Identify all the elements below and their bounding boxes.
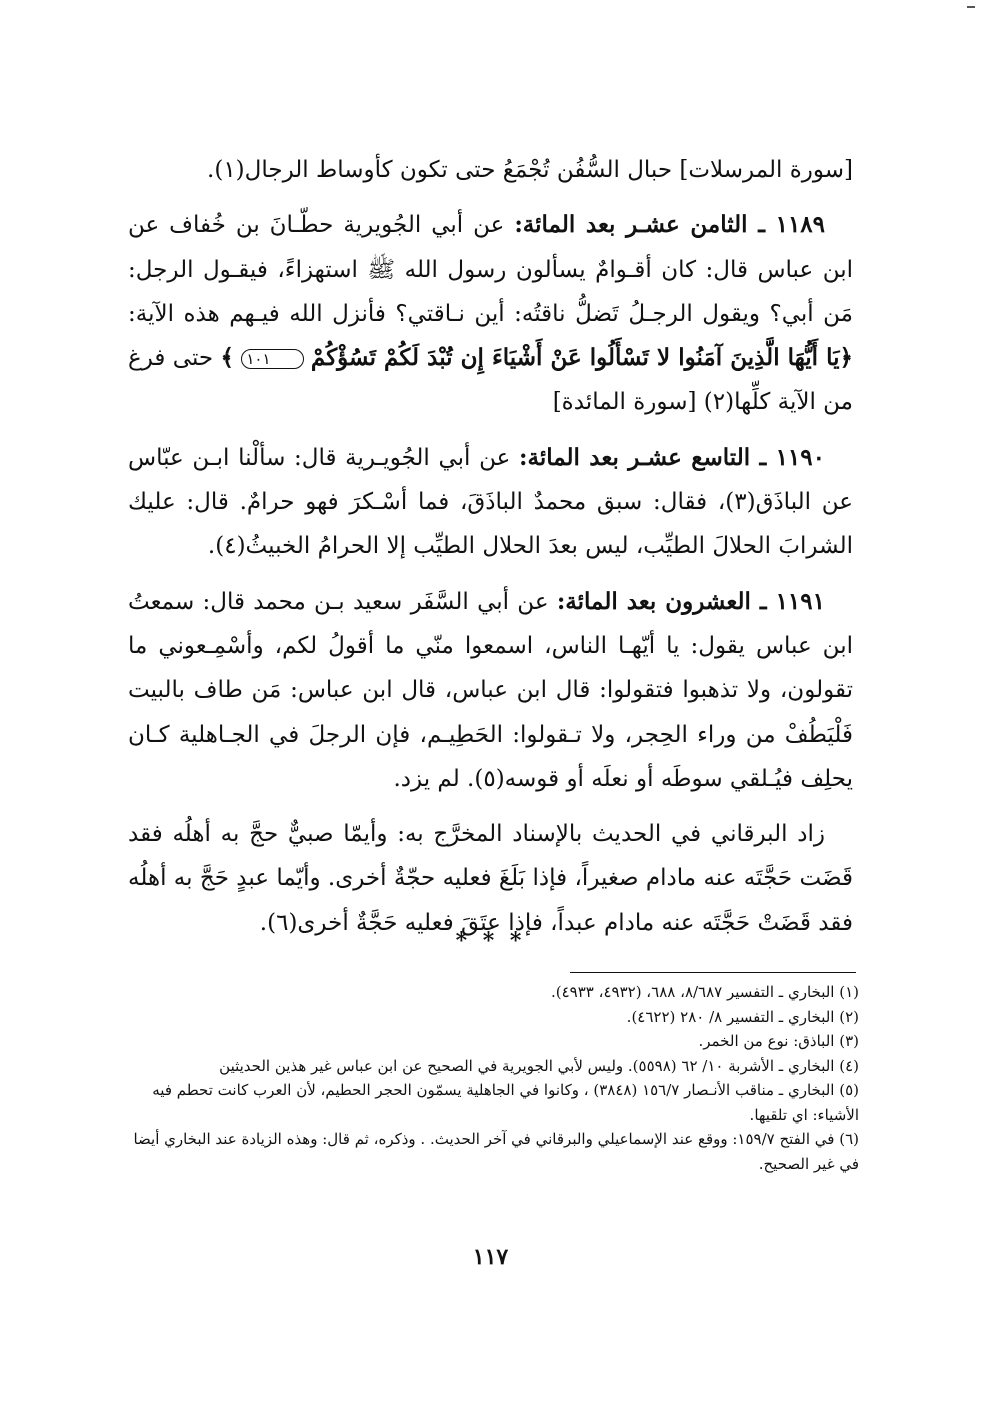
hadith-1189-heading: ١١٨٩ ـ الثامن عشـر بعد المائة:	[514, 211, 826, 239]
scan-corner-mark	[967, 6, 975, 8]
verse-number-badge: ١٠١	[241, 349, 303, 369]
hadith-1189-text: عن أبي الجُويرية حطّـانَ بن خُفاف عن ابن عباس قال: كان أقـوامٌ يسألون رسول الله ﷺ استهزاءً، فيقـول الرجل: مَن أبي؟ ويقول الرجـلُ تَضلُّ ناقتُه: أين نـاقتي؟ فأنزل الله فيـهم هذه الآية:	[128, 212, 853, 327]
footnote-6: (٦) في الفتح ١٥٩/٧: ووقع عند الإسماعيلي والبرقاني في آخر الحديث. . وذكره، ثم قال: وهذه الزيادة عند البخاري أيضا في غير الصحيح.	[133, 1130, 859, 1173]
barqani-addition: زاد البرقاني في الحديث بالإسناد المخرَّج به: وأيمّا صبيٌّ حجَّ به أهلُه فقد قَضَت حَجَّتَه عنه مادام صغيراً، فإذا بَلَغَ فعليه حجّةٌ أخرى. وأيّما عبدٍ حَجَّ به أهلُه فقد قَضَتْ حَجَّتَه عنه مادام عبداً، فإذا عتَقَ فعليه حَجَّةٌ أخرى(٦).	[128, 821, 853, 936]
footnote-1: (١) البخاري ـ التفسير ٨/٦٨٧، ٦٨٨، (٤٩٣٢، ٤٩٣٣).	[550, 983, 859, 1001]
intro-line: [سورة المرسلات] حبال السُّفُن تُجْمَعُ حتى تكون كأوساط الرجال(١).	[207, 157, 853, 183]
section-separator: * * *	[455, 928, 526, 954]
footnote-5: (٥) البخاري ـ مناقب الأنـصار ١٥٦/٧ (٣٨٤٨) ، وكانوا في الجاهلية يسمّون الحجر الحطيم، لأن العرب كانت تحطم فيه الأشياء: اي تلقيها.	[152, 1081, 859, 1124]
quran-verse: ﴿يَا أَيُّهَا الَّذِينَ آمَنُوا لا تَسْأَلُوا عَنْ أَشْيَاءَ إِن تُبْدَ لَكُمْ تَسُؤْكُمْ	[310, 344, 854, 372]
hadith-1189	[128, 203, 853, 424]
footnote-4: (٤) البخاري ـ الأشربة ١٠/ ٦٢ (٥٥٩٨). وليس لأبي الجويرية في الصحيح عن ابن عباس غير هذين الحديثين	[219, 1056, 859, 1075]
footnotes	[112, 980, 859, 1176]
main-text	[128, 148, 853, 956]
hadith-1190	[128, 436, 853, 569]
hadith-1191-heading: ١١٩١ ـ العشرون بعد المائة:	[556, 587, 825, 615]
footnote-2: (٢) البخاري ـ التفسير ٨/ ٢٨٠ (٤٦٢٢).	[626, 1007, 859, 1026]
footnote-divider	[570, 972, 856, 973]
hadith-1189-text-end: حتى فرغ من الآية كلِّها(٢) [سورة المائدة]	[128, 345, 853, 416]
hadith-1191	[128, 580, 853, 801]
hadith-1190-heading: ١١٩٠ ـ التاسع عشـر بعد المائة:	[519, 443, 825, 471]
footnote-3: (٣) الباذق: نوع من الخمر.	[698, 1032, 859, 1050]
hadith-1191-text: عن أبي السَّفَر سعيد بـن محمد قال: سمعتُ ابن عباس يقول: يا أيّهـا الناس، اسمعوا منّي ما أقولُ لكم، وأسْمِـعوني ما تقولون، ولا تذهبوا فتقولوا: قال ابن عباس، قال ابن عباس: مَن طاف بالبيت فَلْيَطُفْ من وراء الحِجر، ولا تـقولوا: الحَطِيـم، فإن الرجلَ في الجـاهلية كـان يحلِف فيُـلقي سوطَه أو نعلَه أو قوسه(٥). لم يزد.	[128, 588, 853, 792]
quran-verse-close: ﴾	[220, 344, 234, 372]
hadith-1190-text: عن أبي الجُويـرية قال: سألْنا ابـن عبّاس عن الباذَق(٣)، فقال: سبق محمدٌ الباذَقَ، فما أسْـكرَ فهو حرامٌ. قال: عليك الشرابَ الحلالَ الطيِّب، ليس بعدَ الحلال الطيِّب إلا الحرامُ الخبيثُ(٤).	[128, 444, 854, 560]
page-number: ١١٧	[472, 1244, 509, 1270]
